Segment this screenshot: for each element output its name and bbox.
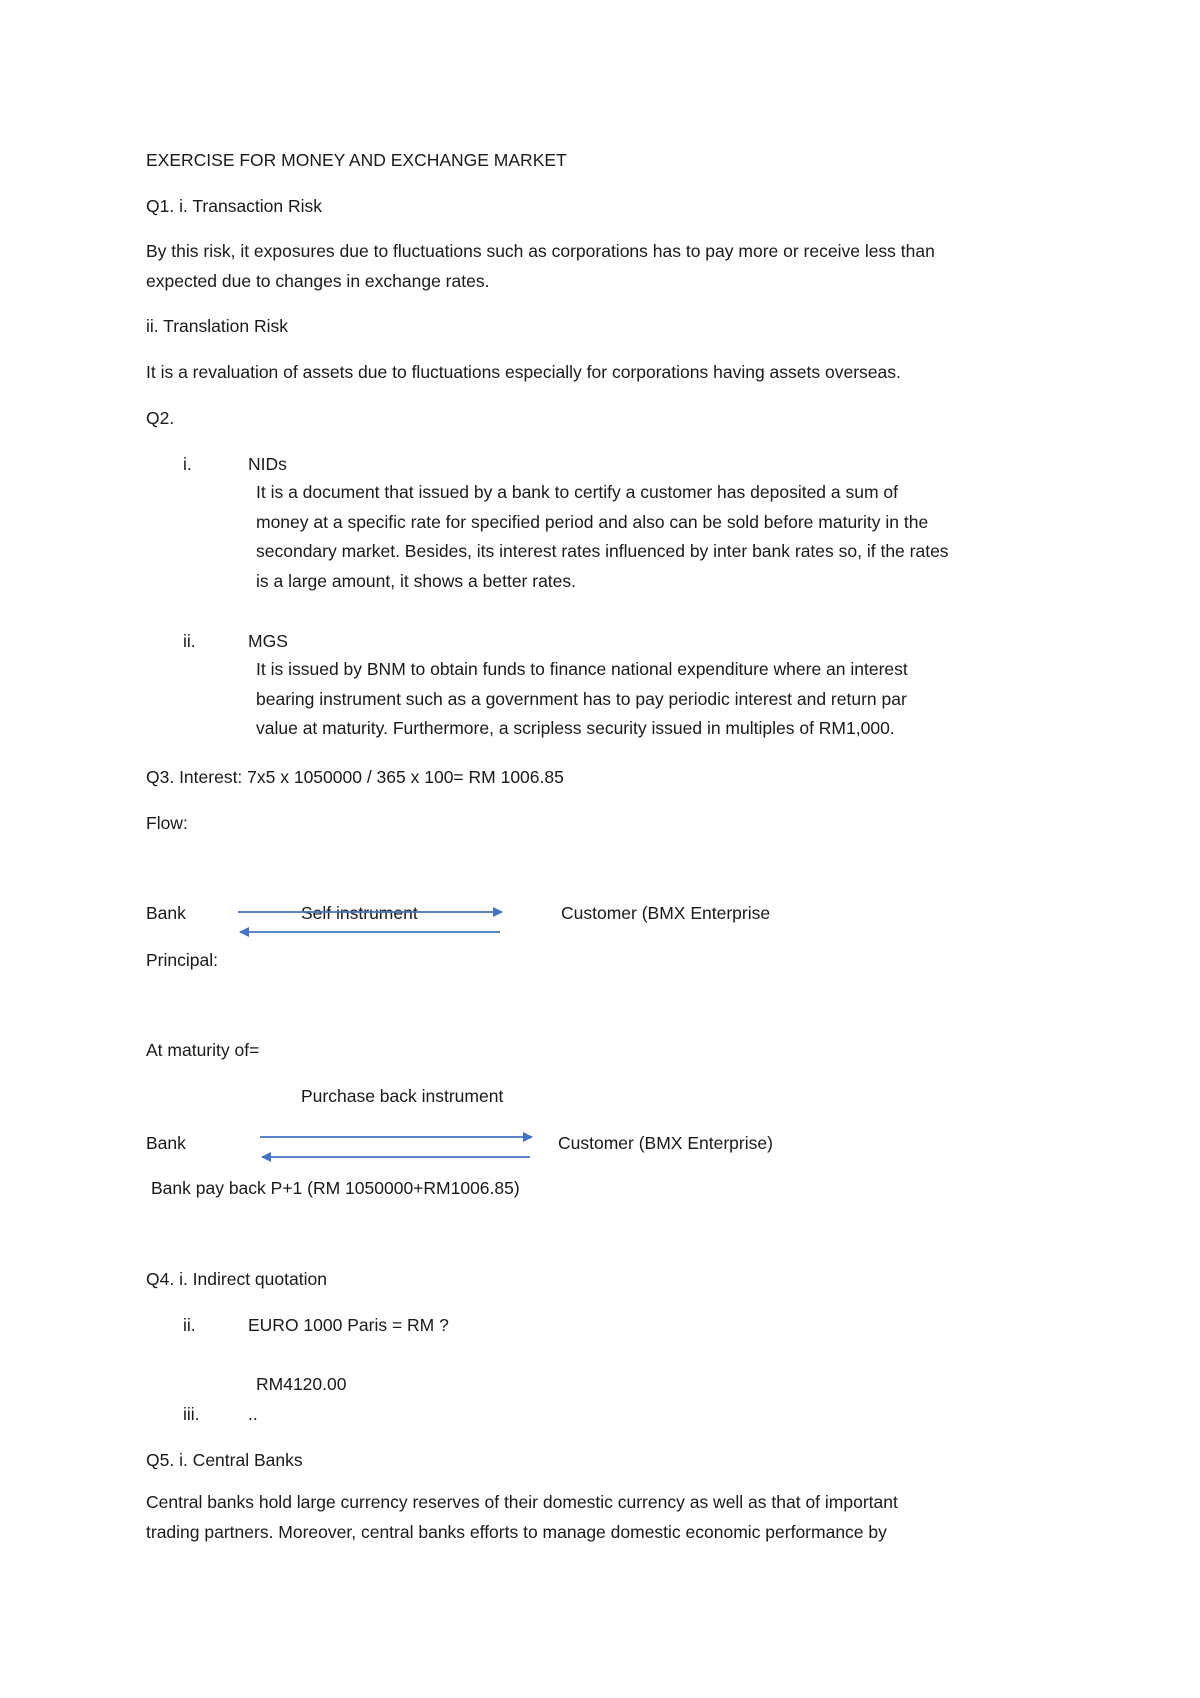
q4-iii-marker: iii.	[183, 1404, 200, 1424]
q5-body	[146, 1488, 898, 1547]
q2-item-line: It is a document that issued by a bank to certify a customer has deposited a sum of	[256, 482, 899, 502]
q2-item-line: value at maturity. Furthermore, a scripless security issued in multiples of RM1,000.	[256, 718, 895, 738]
flow1-customer-label: Customer (BMX Enterprise	[561, 903, 771, 923]
q2-heading: Q2.	[146, 408, 175, 428]
flow2-customer-label: Customer (BMX Enterprise)	[558, 1133, 773, 1153]
q3-payback: Bank pay back P+1 (RM 1050000+RM1006.85)	[151, 1178, 520, 1198]
document-title: EXERCISE FOR MONEY AND EXCHANGE MARKET	[146, 150, 567, 170]
q4-ii-marker: ii.	[183, 1315, 196, 1335]
q1-sub-body: It is a revaluation of assets due to fluctuations especially for corporations having assets overseas.	[146, 362, 901, 382]
q2-item-line: It is issued by BNM to obtain funds to finance national expenditure where an interest	[256, 659, 908, 679]
q3-interest: Q3. Interest: 7x5 x 1050000 / 365 x 100= RM 1006.85	[146, 767, 564, 787]
q2-item-title: NIDs	[248, 454, 287, 474]
flow1-arrow-label: Self instrument	[301, 903, 418, 923]
q4-ii-text: EURO 1000 Paris = RM ?	[248, 1315, 449, 1335]
q1-heading: Q1. i. Transaction Risk	[146, 196, 323, 216]
q2-item-line: is a large amount, it shows a better rates.	[256, 570, 577, 591]
q4-iii-text: ..	[248, 1404, 258, 1424]
q5-body-line: Central banks hold large currency reserves of their domestic currency as well as that of important	[146, 1492, 898, 1512]
flow2-arrow-label: Purchase back instrument	[301, 1086, 504, 1106]
q1-body-line: By this risk, it exposures due to fluctuations such as corporations has to pay more or receive less than	[146, 241, 935, 261]
q1-sub-heading: ii. Translation Risk	[146, 316, 288, 336]
q2-item-body	[256, 655, 908, 744]
q3-flow-label: Flow:	[146, 813, 188, 833]
q2-item-line: money at a specific rate for specified period and also can be sold before maturity in the	[256, 511, 929, 532]
q2-item-body	[256, 478, 949, 596]
q2-item-title: MGS	[248, 631, 288, 651]
q2-item-marker: ii.	[183, 631, 196, 651]
q1-body	[146, 237, 935, 296]
q2-item-line: secondary market. Besides, its interest rates influenced by inter bank rates so, if the rates	[256, 541, 949, 561]
q3-maturity-label: At maturity of=	[146, 1040, 260, 1060]
q5-heading: Q5. i. Central Banks	[146, 1450, 303, 1470]
q3-principal-label: Principal:	[146, 950, 218, 970]
q1-body-line: expected due to changes in exchange rates.	[146, 270, 490, 291]
q2-item-line: bearing instrument such as a government has to pay periodic interest and return par	[256, 688, 907, 709]
flow1-bank-label: Bank	[146, 903, 186, 923]
q4-heading: Q4. i. Indirect quotation	[146, 1269, 327, 1289]
q4-ii-answer: RM4120.00	[256, 1374, 347, 1394]
flow2-bank-label: Bank	[146, 1133, 186, 1153]
q5-body-line: trading partners. Moreover, central banks efforts to manage domestic economic performance by	[146, 1521, 887, 1542]
q2-item-marker: i.	[183, 454, 192, 474]
